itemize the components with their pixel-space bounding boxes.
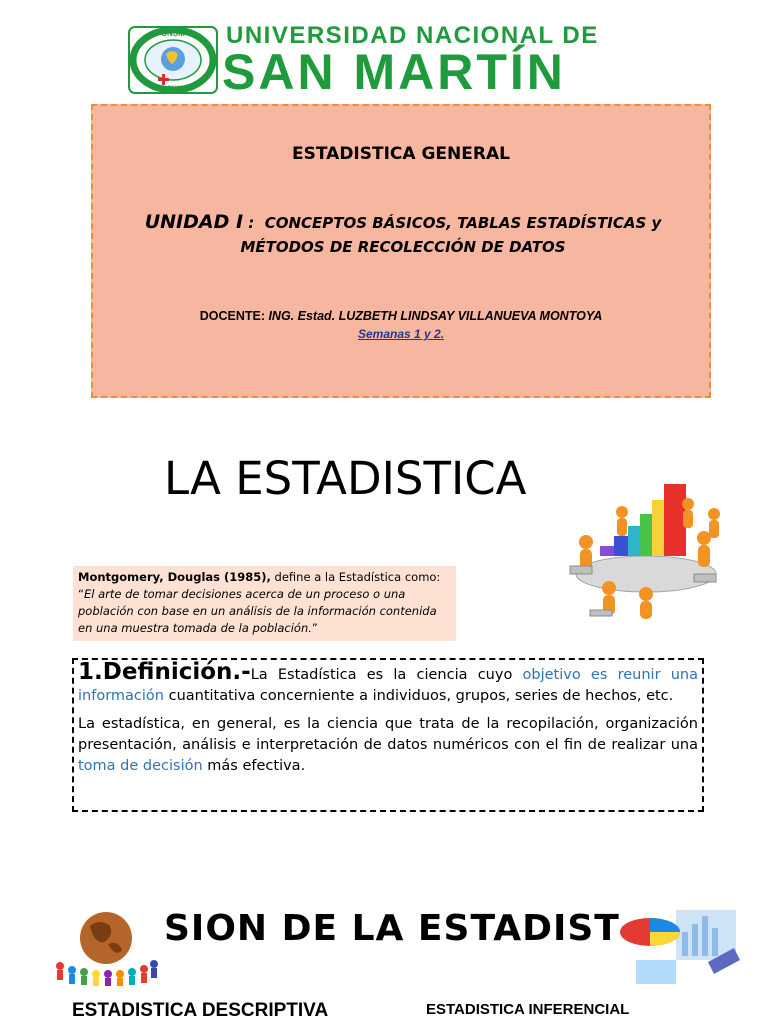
quote-box [73, 566, 456, 641]
inferential-statistics-label: ESTADISTICA INFERENCIAL [426, 1001, 630, 1018]
unit-label: UNIDAD I [144, 211, 244, 233]
teacher-line [93, 309, 709, 323]
course-title: ESTADISTICA GENERAL [292, 144, 510, 164]
teacher-name: ING. Estad. LUZBETH LINDSAY VILLANUEVA MONTOYA [264, 309, 603, 323]
course-info-box [91, 104, 711, 398]
division-title: SION DE LA ESTADIST [164, 908, 620, 949]
definition-paragraph-2 [78, 714, 698, 777]
definition-heading: 1.Definición.- [78, 659, 251, 685]
unit-topic: CONCEPTOS BÁSICOS, TABLAS ESTADÍSTICAS y MÉTODOS DE RECOLECCIÓN DE DATOS [240, 214, 662, 256]
globe-people-illustration [50, 904, 160, 986]
definition-highlight-objective: objetivo es reunir una información [78, 667, 698, 704]
section-title: LA ESTADISTICA [164, 452, 527, 505]
university-name-line2: SAN MARTÍN [222, 44, 566, 100]
quote-text: El arte de tomar decisiones acerca de un proceso o una población con base en un análisis de la información contenida en una muestra tomada de la población. [78, 587, 437, 635]
definition-paragraph-1 [78, 659, 698, 707]
definition-text-2b: más efectiva. [202, 758, 306, 774]
definition-text-2a: La estadística, en general, es la ciencia que trata de la recopilación, organización presentación, análisis e interpretación de datos numéricos con el fin de realizar una [78, 716, 698, 753]
meeting-chart-illustration [564, 474, 736, 624]
descriptive-statistics-label: ESTADISTICA DESCRIPTIVA [72, 1000, 329, 1021]
definition-highlight-decision: toma de decisión [78, 758, 203, 774]
quote-author: Montgomery, Douglas (1985), [78, 570, 271, 584]
definition-text-1b: cuantitativa concerniente a individuos, grupos, series de hechos, etc. [163, 688, 674, 704]
definition-box [72, 658, 704, 812]
university-seal-logo [128, 26, 218, 94]
definition-text-1a: La Estadística es la ciencia cuyo [250, 667, 523, 683]
teacher-label: DOCENTE: [199, 309, 265, 323]
unit-heading [105, 210, 701, 259]
weeks-link[interactable]: Semanas 1 y 2. [357, 327, 445, 341]
quote-intro: define a la Estadística como: “ [78, 570, 441, 601]
seal-top-text: UNSM [161, 29, 185, 38]
seal-bottom-text: NACIONAL DE [152, 86, 194, 92]
unit-separator: : [243, 214, 265, 232]
pie-chart-laptop-illustration [616, 902, 740, 988]
quote-close: ” [311, 621, 318, 635]
university-name-line1: UNIVERSIDAD NACIONAL DE [226, 22, 599, 49]
